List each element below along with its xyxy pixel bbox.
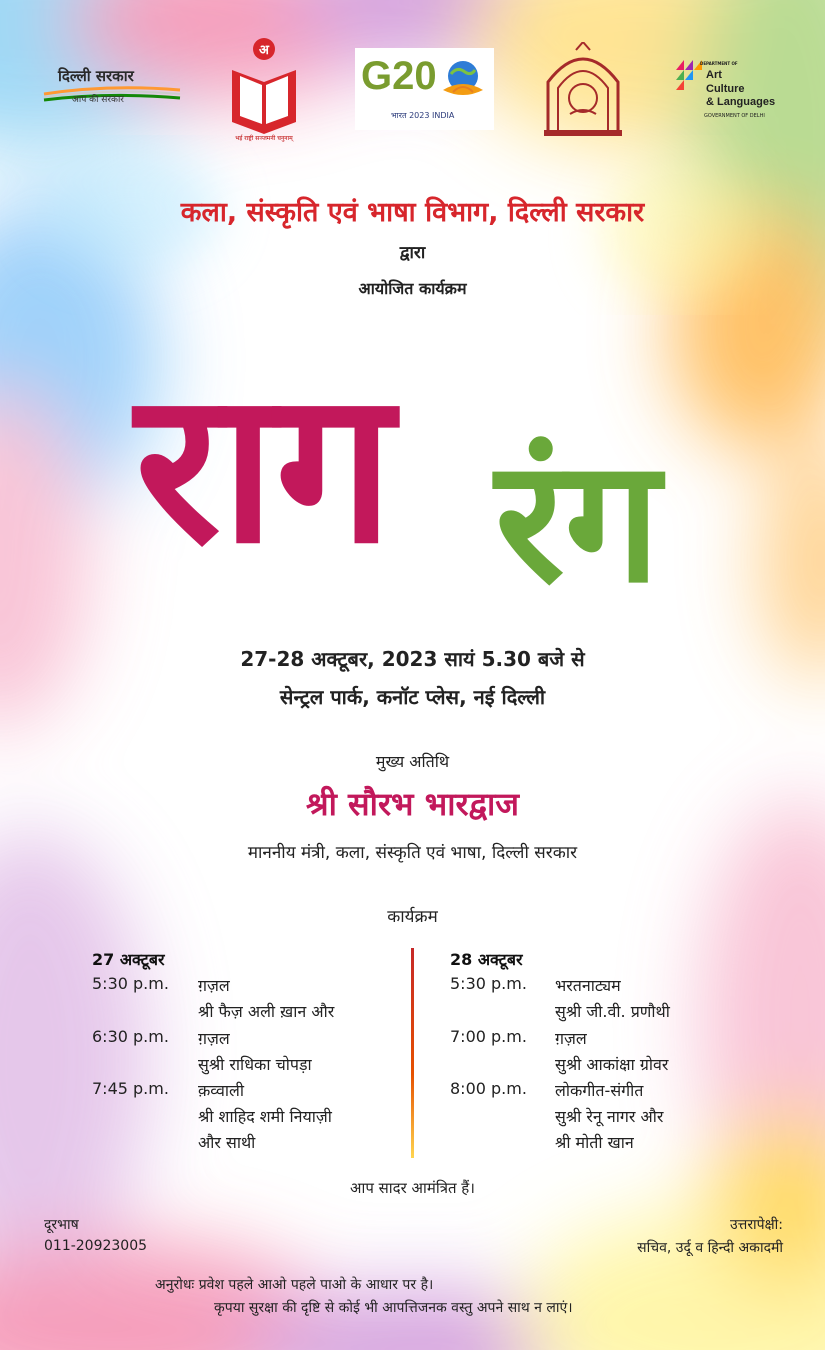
book-logo-caption: भई राष्ट्री सञ्जमनी चनुनाम् bbox=[235, 135, 293, 142]
art-culture-languages-logo bbox=[676, 58, 788, 124]
organized-programme-label: आयोजित कार्यक्रम bbox=[358, 279, 467, 298]
event-title-art bbox=[105, 330, 725, 630]
day1-item3-genre: क़व्वाली bbox=[198, 1081, 245, 1100]
phone-label: दूरभाष bbox=[44, 1217, 79, 1233]
day1-item1-genre: ग़ज़ल bbox=[198, 976, 230, 995]
event-venue: सेन्ट्रल पार्क, कनॉट प्लेस, नई दिल्ली bbox=[279, 685, 546, 709]
g20-brand: G20 bbox=[361, 54, 437, 98]
academy-emblem-logo bbox=[540, 42, 626, 138]
invitation-text: आप सादर आमंत्रित हैं। bbox=[350, 1179, 475, 1197]
day2-item1-genre: भरतनाट्यम bbox=[555, 976, 621, 995]
department-heading: कला, संस्कृति एवं भाषा विभाग, दिल्ली सरकार bbox=[180, 197, 645, 228]
open-book-logo bbox=[228, 36, 300, 148]
g20-logo bbox=[355, 48, 494, 130]
delhi-government-logo bbox=[40, 62, 185, 112]
responder-name: सचिव, उर्दू व हिन्दी अकादमी bbox=[637, 1240, 783, 1256]
day2-item1-time: 5:30 p.m. bbox=[450, 974, 527, 993]
day1-item3-time: 7:45 p.m. bbox=[92, 1079, 169, 1098]
day2-item2-artist: सुश्री आकांक्षा ग्रोवर bbox=[555, 1055, 669, 1074]
day1-item2-artist: सुश्री राधिका चोपड़ा bbox=[198, 1055, 312, 1074]
day1-item1-time: 5:30 p.m. bbox=[92, 974, 169, 993]
acl-gov-label: GOVERNMENT OF DELHI bbox=[704, 113, 765, 119]
responder-label: उत्तरापेक्षी: bbox=[729, 1217, 783, 1233]
day2-item3-artist: सुश्री रेनू नागर और bbox=[555, 1107, 664, 1126]
day2-item3-artist-cont: श्री मोती खान bbox=[555, 1133, 634, 1152]
request-note-line-1: अनुरोधः प्रवेश पहले आओ पहले पाओ के आधार पर है। bbox=[155, 1277, 434, 1293]
acl-line-3: & Languages bbox=[706, 96, 776, 108]
open-book-icon bbox=[228, 36, 300, 134]
acl-line-2: Culture bbox=[706, 83, 745, 95]
day2-item1-artist: सुश्री जी.वी. प्रणौथी bbox=[555, 1002, 670, 1021]
day2-heading: 28 अक्टूबर bbox=[450, 950, 523, 969]
title-raag: राग bbox=[135, 343, 394, 590]
programme-title: कार्यक्रम bbox=[387, 907, 438, 927]
delhi-govt-title: दिल्ली सरकार bbox=[58, 67, 134, 85]
day2-item3-time: 8:00 p.m. bbox=[450, 1079, 527, 1098]
phone-number: 011-20923005 bbox=[44, 1238, 148, 1254]
day1-item3-artist: श्री शाहिद शमी नियाज़ी bbox=[198, 1107, 332, 1126]
request-note-line-2: कृपया सुरक्षा की दृष्टि से कोई भी आपत्तिजनक वस्तु अपने साथ न लाएं। bbox=[214, 1300, 573, 1316]
chief-guest-label: मुख्य अतिथि bbox=[375, 752, 450, 771]
acl-line-1: Art bbox=[706, 69, 722, 81]
day2-item3-genre: लोकगीत-संगीत bbox=[555, 1081, 644, 1100]
by-label: द्वारा bbox=[399, 243, 426, 263]
acl-dept-label: DEPARTMENT OF bbox=[700, 61, 738, 66]
chief-guest-designation: माननीय मंत्री, कला, संस्कृति एवं भाषा, दिल्ली सरकार bbox=[247, 843, 578, 863]
day1-item3-artist-cont: और साथी bbox=[198, 1133, 256, 1152]
delhi-govt-subtitle: आप की सरकार bbox=[72, 95, 124, 105]
day1-item2-time: 6:30 p.m. bbox=[92, 1027, 169, 1046]
svg-text:अ: अ bbox=[259, 43, 269, 58]
day1-heading: 27 अक्टूबर bbox=[92, 950, 165, 969]
day1-item1-artist: श्री फैज़ अली ख़ान और bbox=[198, 1002, 335, 1021]
lotus-globe-icon bbox=[437, 56, 489, 102]
g20-subtitle: भारत 2023 INDIA bbox=[391, 111, 455, 120]
chief-guest-name: श्री सौरभ भारद्वाज bbox=[305, 785, 520, 823]
arch-emblem-icon bbox=[540, 42, 626, 138]
programme-divider bbox=[411, 948, 414, 1158]
day2-item2-genre: ग़ज़ल bbox=[555, 1029, 587, 1048]
day1-item2-genre: ग़ज़ल bbox=[198, 1029, 230, 1048]
color-tiles-icon bbox=[676, 60, 706, 100]
day2-item2-time: 7:00 p.m. bbox=[450, 1027, 527, 1046]
event-date: 27-28 अक्टूबर, 2023 सायं 5.30 बजे से bbox=[240, 647, 585, 671]
title-rang: रंग bbox=[495, 421, 661, 621]
